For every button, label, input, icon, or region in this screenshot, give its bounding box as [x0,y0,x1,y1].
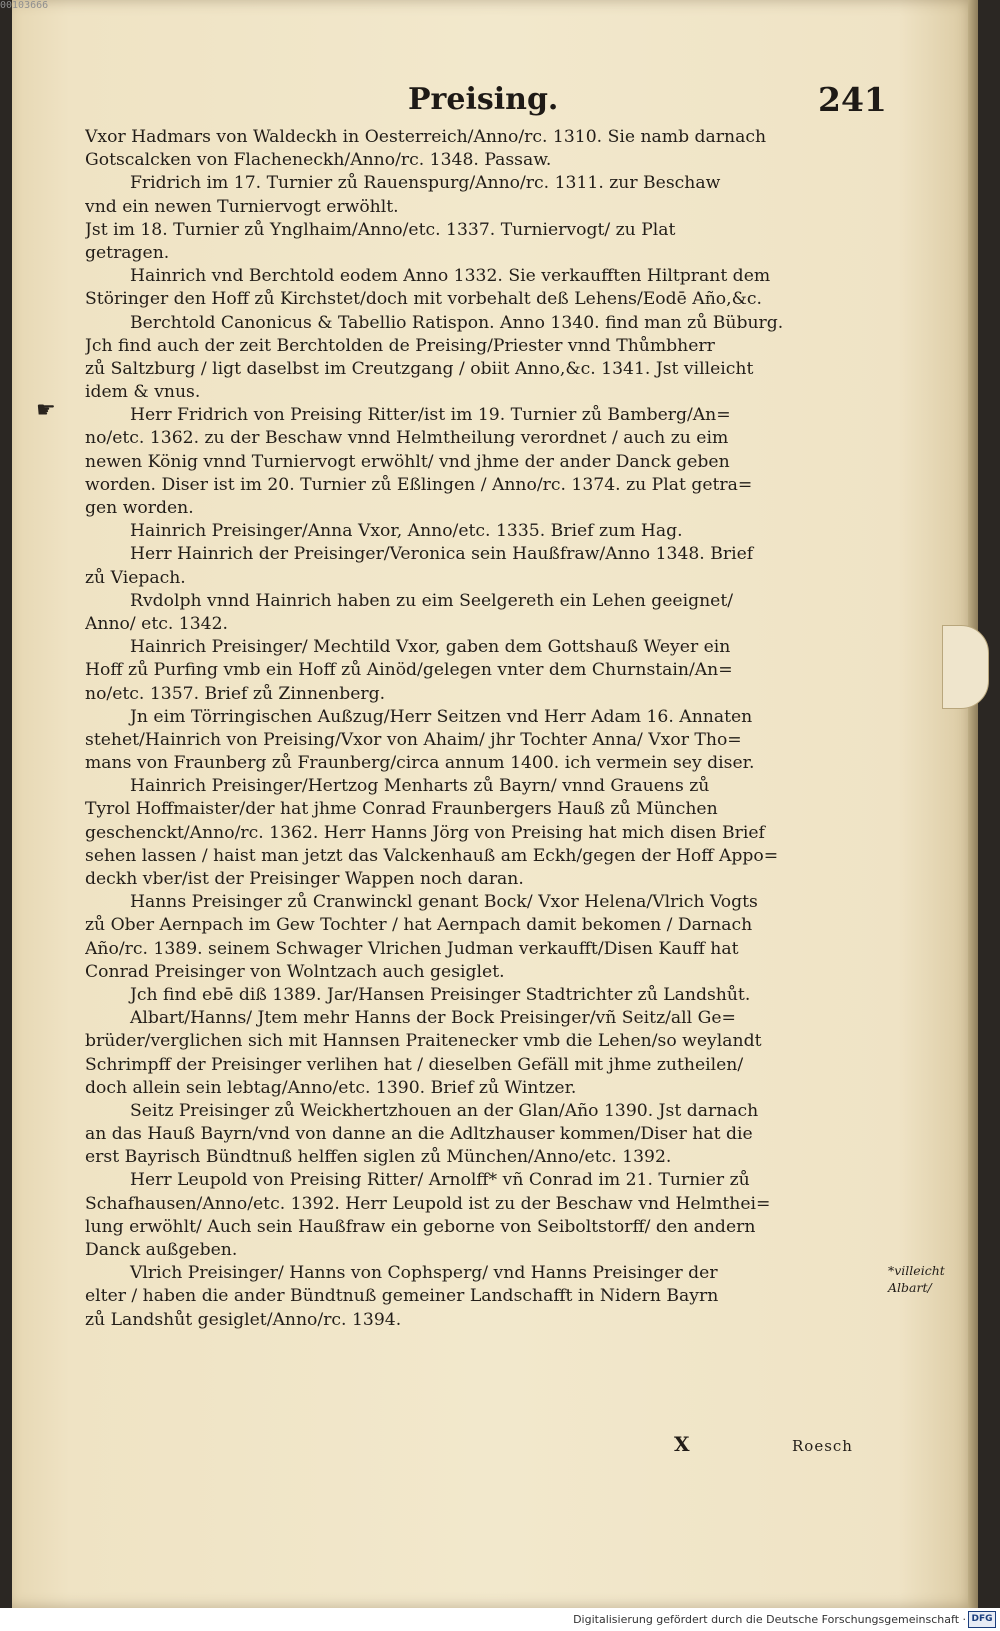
text-line: Jn eim Törringischen Außzug/Herr Seitzen vnd Herr Adam 16. Annaten [130,706,753,727]
text-line: Rvdolph vnnd Hainrich haben zu eim Seelgereth ein Lehen geeignet/ [130,590,734,611]
text-line: Hainrich vnd Berchtold eodem Anno 1332. Sie verkaufften Hiltprant dem [130,266,771,287]
text-line: vnd ein newen Turniervogt erwöhlt. [85,196,399,217]
page-number: 241 [818,80,887,119]
text-line: zů Landshůt gesiglet/Anno/rc. 1394. [85,1309,402,1330]
text-line: deckh vber/ist der Preisinger Wappen noch daran. [85,869,524,889]
text-line: zů Ober Aernpach im Gew Tochter / hat Aernpach damit bekomen / Darnach [85,915,753,936]
text-line: no/etc. 1362. zu der Beschaw vnnd Helmtheilung verordnet / auch zu eim [85,428,729,449]
text-line: worden. Diser ist im 20. Turnier zů Eßlingen / Anno/rc. 1374. zu Plat getra= [85,474,753,495]
text-line: Año/rc. 1389. seinem Schwager Vlrichen Judman verkaufft/Disen Kauff hat [85,938,739,959]
text-line: Vxor Hadmars von Waldeckh in Oesterreich/Anno/rc. 1310. Sie namb darnach [85,127,767,147]
text-line: Berchtold Canonicus & Tabellio Ratispon. Anno 1340. find man zů Büburg. [130,312,784,333]
page-tab-marker [942,625,989,709]
text-line: brüder/verglichen sich mit Hannsen Praitenecker vmb die Lehen/so weylandt [85,1031,762,1052]
text-line: zů Saltzburg / ligt daselbst im Creutzgang / obiit Anno,&c. 1341. Jst villeicht [85,358,754,379]
text-line: Herr Hainrich der Preisinger/Veronica sein Haußfraw/Anno 1348. Brief [130,544,754,565]
text-line: Hainrich Preisinger/Hertzog Menharts zů Bayrn/ vnnd Grauens zů [130,776,710,797]
text-line: Schrimpff der Preisinger verlihen hat / dieselben Gefäll mit jhme zutheilen/ [85,1054,744,1075]
running-head: Preising. [408,82,559,117]
text-line: Hoff zů Purfing vmb ein Hoff zů Ainöd/gelegen vnter dem Churnstain/An= [85,660,733,681]
page-edge [968,0,978,1608]
text-line: lung erwöhlt/ Auch sein Haußfraw ein geborne von Seiboltstorff/ den andern [85,1216,756,1237]
dfg-logo-icon: DFG [968,1611,996,1628]
text-line: Tyrol Hoffmaister/der hat jhme Conrad Fraunbergers Hauß zů München [85,799,718,820]
footer-bar [0,1608,1000,1631]
text-line: Gotscalcken von Flacheneckh/Anno/rc. 1348. Passaw. [85,150,552,171]
text-line: doch allein sein lebtag/Anno/etc. 1390. Brief zů Wintzer. [85,1077,577,1098]
margin-note [888,1262,968,1296]
text-line: an das Hauß Bayrn/vnd von danne an die Adltzhauser kommen/Diser hat die [85,1124,753,1145]
text-line: gen worden. [85,498,194,518]
text-line: Störinger den Hoff zů Kirchstet/doch mit vorbehalt deß Lehens/Eodē Año,&c. [85,289,762,310]
text-line: Hanns Preisinger zů Cranwinckl genant Bock/ Vxor Helena/Vlrich Vogts [130,892,758,913]
text-line: newen König vnnd Turniervogt erwöhlt/ vnd jhme der ander Danck geben [85,451,730,472]
text-line: Fridrich im 17. Turnier zů Rauenspurg/Anno/rc. 1311. zur Beschaw [130,173,721,194]
text-line: Herr Fridrich von Preising Ritter/ist im 19. Turnier zů Bamberg/An= [130,405,731,426]
page-header [408,82,888,126]
signature-mark: X [674,1432,690,1456]
text-line: stehet/Hainrich von Preising/Vxor von Ahaim/ jhr Tochter Anna/ Vxor Tho= [85,729,742,750]
text-line: Jst im 18. Turnier zů Ynglhaim/Anno/etc. 1337. Turniervogt/ zu Plat [85,219,676,240]
text-line: no/etc. 1357. Brief zů Zinnenberg. [85,683,386,704]
text-line: Jch find auch der zeit Berchtolden de Preising/Priester vnnd Thůmbherr [85,335,715,356]
text-line: elter / haben die ander Bündtnuß gemeiner Landschafft in Nidern Bayrn [85,1286,719,1307]
text-line: Danck außgeben. [85,1240,238,1260]
text-line: Vlrich Preisinger/ Hanns von Cophsperg/ vnd Hanns Preisinger der [130,1263,718,1284]
text-line: sehen lassen / haist man jetzt das Valckenhauß am Eckh/gegen der Hoff Appo= [85,845,779,866]
text-line: Hainrich Preisinger/Anna Vxor, Anno/etc. 1335. Brief zum Hag. [130,521,683,542]
margin-note-line: *villeicht [888,1263,945,1278]
text-line: geschenckt/Anno/rc. 1362. Herr Hanns Jörg von Preising hat mich disen Brief [85,822,765,843]
footer-credit: Digitalisierung gefördert durch die Deutsche Forschungsgemeinschaft · [573,1613,966,1626]
text-line: erst Bayrisch Bündtnuß helffen siglen zů München/Anno/etc. 1392. [85,1147,672,1168]
margin-note-line: Albart/ [888,1280,932,1295]
text-line: Jch find ebē diß 1389. Jar/Hansen Preisinger Stadtrichter zů Landshůt. [130,984,751,1005]
text-line: getragen. [85,242,170,263]
text-line: Albart/Hanns/ Jtem mehr Hanns der Bock Preisinger/vñ Seitz/all Ge= [130,1008,736,1029]
text-line: mans von Fraunberg zů Fraunberg/circa annum 1400. ich vermein sey diser. [85,753,755,774]
text-line: Schafhausen/Anno/etc. 1392. Herr Leupold ist zu der Beschaw vnd Helmthei= [85,1193,771,1214]
text-line: Seitz Preisinger zů Weickhertzhouen an der Glan/Año 1390. Jst darnach [130,1100,759,1121]
pointing-hand-icon: ☛ [36,398,56,423]
body-text [85,126,878,1332]
text-line: Hainrich Preisinger/ Mechtild Vxor, gaben dem Gottshauß Weyer ein [130,637,731,658]
text-line: zů Viepach. [85,567,186,588]
text-line: Herr Leupold von Preising Ritter/ Arnolff* vñ Conrad im 21. Turnier zů [130,1170,750,1191]
text-line: idem & vnus. [85,382,201,403]
text-line: Anno/ etc. 1342. [85,613,228,634]
shelfmark: 00103666 [0,0,49,11]
text-line: Conrad Preisinger von Wolntzach auch gesiglet. [85,961,505,982]
catchword: Roesch [792,1437,853,1455]
